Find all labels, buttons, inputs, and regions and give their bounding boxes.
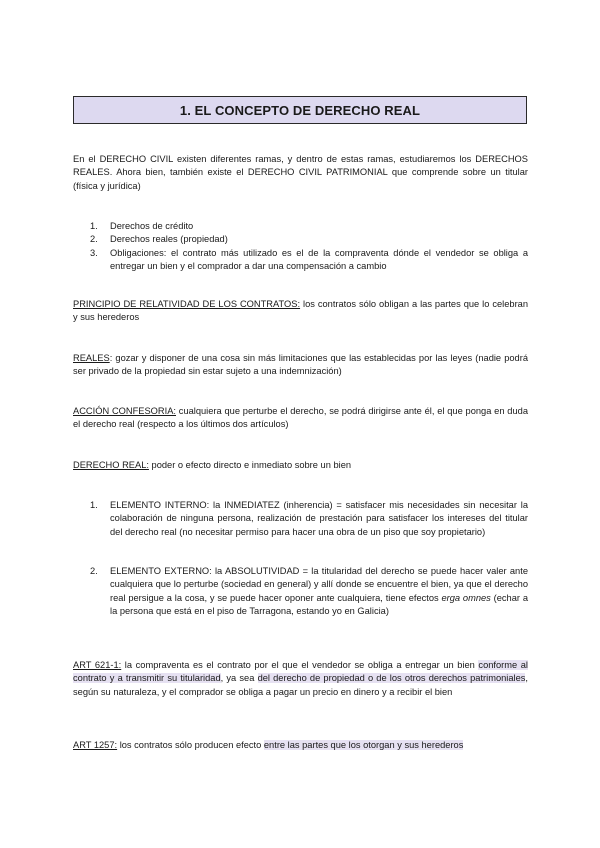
derecho-real-text: poder o efecto directo e inmediato sobre un bien	[148, 460, 352, 470]
elemento-externo-text-b: (echar a la persona que está en el piso de Tarragona, estando yo en Galicia)	[110, 592, 528, 616]
derecho-real-term: DERECHO REAL:	[73, 460, 149, 470]
list-item	[90, 499, 528, 539]
principio-term: PRINCIPIO DE RELATIVIDAD DE LOS CONTRATOS:	[73, 299, 301, 309]
rights-list	[90, 220, 528, 273]
elemento-externo-text	[110, 565, 528, 618]
art1257-paragraph	[73, 739, 528, 752]
list-item	[90, 233, 528, 246]
elemento-interno-item	[90, 499, 528, 539]
list-number: 2.	[90, 566, 98, 576]
reales-paragraph	[73, 352, 528, 379]
accion-text: cualquiera que perturbe el derecho, se podrá dirigirse ante él, el que ponga en duda el derecho real (respecto a los últimos dos artículos)	[73, 406, 528, 430]
art621-highlight-2: del derecho de propiedad o de los otros derechos patrimoniales	[257, 673, 526, 684]
list-number: 1.	[90, 221, 98, 231]
accion-term: ACCIÓN CONFESORIA:	[73, 406, 176, 416]
elemento-externo-text-a: ELEMENTO EXTERNO: la ABSOLUTIVIDAD = la titularidad del derecho se puede hacer valer ante cualquiera que lo perturbe (sociedad en general) y allí donde se encuentre el bien, ya que el derecho real persigue a la cosa, y se puede hacer oponer ante cualquiera, tiene efectos	[110, 566, 528, 603]
list-text: Derechos de crédito	[110, 221, 194, 231]
list-item	[90, 220, 528, 233]
page-title: 1. EL CONCEPTO DE DERECHO REAL	[179, 102, 421, 118]
art1257-text-1: los contratos sólo producen efecto	[117, 740, 264, 750]
art621-text-3: , según su naturaleza, y el comprador se obliga a pagar un precio en dinero y a recibir el bien	[73, 673, 529, 697]
art1257-term: ART 1257:	[73, 740, 118, 750]
list-item	[90, 247, 528, 274]
accion-paragraph	[73, 405, 528, 432]
art621-text-2: , ya sea	[220, 673, 258, 684]
art621-term: ART 621-1:	[73, 660, 122, 670]
derecho-real-paragraph	[73, 459, 528, 472]
principio-text: los contratos sólo obligan a las partes que lo celebran y sus herederos	[73, 299, 529, 323]
reales-term: REALES	[73, 353, 110, 363]
erga-omnes-text: erga omnes	[441, 592, 491, 603]
intro-paragraph: En el DERECHO CIVIL existen diferentes ramas, y dentro de estas ramas, estudiaremos los DERECHOS REALES. Ahora bien, también existe el DERECHO CIVIL PATRIMONIAL que comprende sobre un titular (física y jurídica)	[73, 154, 528, 191]
list-text: Obligaciones: el contrato más utilizado es el de la compraventa dónde el vendedor se obliga a entregar un bien y el comprador a dar una compensación a cambio	[110, 247, 528, 271]
reales-text: : gozar y disponer de una cosa sin más limitaciones que las establecidas por las leyes (nadie podrá ser privado de la propiedad sin estar sujeto a una indemnización)	[73, 353, 528, 377]
principio-paragraph	[73, 298, 528, 325]
list-item	[90, 565, 528, 618]
art1257-highlight-1: entre las partes que los otorgan y sus herederos	[263, 740, 464, 750]
list-text: Derechos reales (propiedad)	[110, 234, 228, 245]
art621-text-1: la compraventa es el contrato por el que el vendedor se obliga a entregar un bien	[121, 660, 479, 670]
list-number: 1.	[90, 500, 98, 510]
title-box	[73, 96, 527, 124]
list-number: 2.	[90, 234, 98, 245]
list-number: 3.	[90, 247, 98, 258]
art621-highlight-1: conforme al contrato y a transmitir su titularidad	[73, 660, 529, 684]
art621-paragraph	[73, 659, 528, 699]
elemento-interno-text: ELEMENTO INTERNO: la INMEDIATEZ (inherencia) = satisfacer mis necesidades sin necesitar la colaboración de ninguna persona, realización de prestación para satisfacer los intereses del titular del derecho real (no necesitar permiso para hacer una obra de un piso que soy propietario)	[110, 500, 528, 537]
elemento-externo-item	[90, 565, 528, 618]
